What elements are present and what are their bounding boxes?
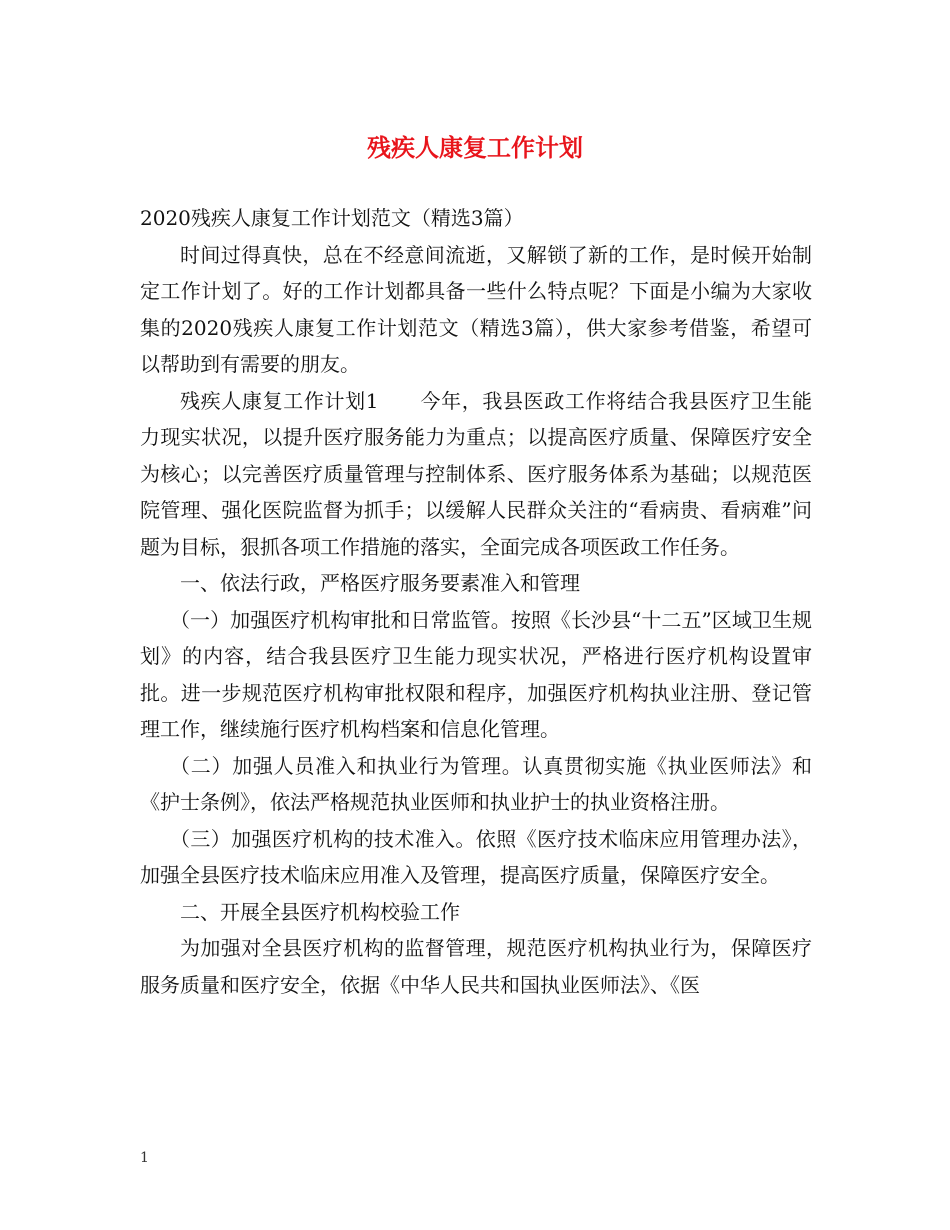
document-subtitle: 2020残疾人康复工作计划范文（精选3篇） [140,206,524,230]
intro-paragraph: 时间过得真快，总在不经意间流逝，又解锁了新的工作，是时候开始制定工作计划了。好的工作计划都具备一些什么特点呢？下面是小编为大家收集的2020残疾人康复工作计划范文（精选3篇），供大家参考借鉴，希望可以帮助到有需要的朋友。 [140,242,812,376]
section-heading-one: 一、依法行政，严格医疗服务要素准入和管理 [180,571,580,595]
section-two-paragraph: 为加强对全县医疗机构的监督管理，规范医疗机构执业行为，保障医疗服务质量和医疗安全，依据《中华人民共和国执业医师法》、《医 [140,936,812,997]
section-heading-two: 二、开展全县医疗机构校验工作 [180,899,460,924]
plan-one-paragraph: 残疾人康复工作计划1 今年，我县医政工作将结合我县医疗卫生能力现实状况，以提升医疗服务能力为重点；以提高医疗质量、保障医疗安全为核心；以完善医疗质量管理与控制体系、医疗服务体系为基础；以规范医院管理、强化医院监督为抓手；以缓解人民群众关注的“看病贵、看病难”问题为目标，狠抓各项工作措施的落实，全面完成各项医政工作任务。 [140,388,812,559]
item-one-paragraph: （一）加强医疗机构审批和日常监管。按照《长沙县“十二五”区域卫生规划》的内容，结合我县医疗卫生能力现实状况，严格进行医疗机构设置审批。进一步规范医疗机构审批权限和程序，加强医疗机构执业注册、登记管理工作，继续施行医疗机构档案和信息化管理。 [140,607,812,741]
item-three-paragraph: （三）加强医疗机构的技术准入。依照《医疗技术临床应用管理办法》，加强全县医疗技术临床应用准入及管理，提高医疗质量，保障医疗安全。 [140,826,812,887]
item-two-paragraph: （二）加强人员准入和执业行为管理。认真贯彻实施《执业医师法》和《护士条例》，依法严格规范执业医师和执业护士的执业资格注册。 [140,753,812,814]
page-number: 1 [140,1150,149,1166]
document-title: 残疾人康复工作计划 [367,133,583,162]
document-body [140,200,812,1003]
